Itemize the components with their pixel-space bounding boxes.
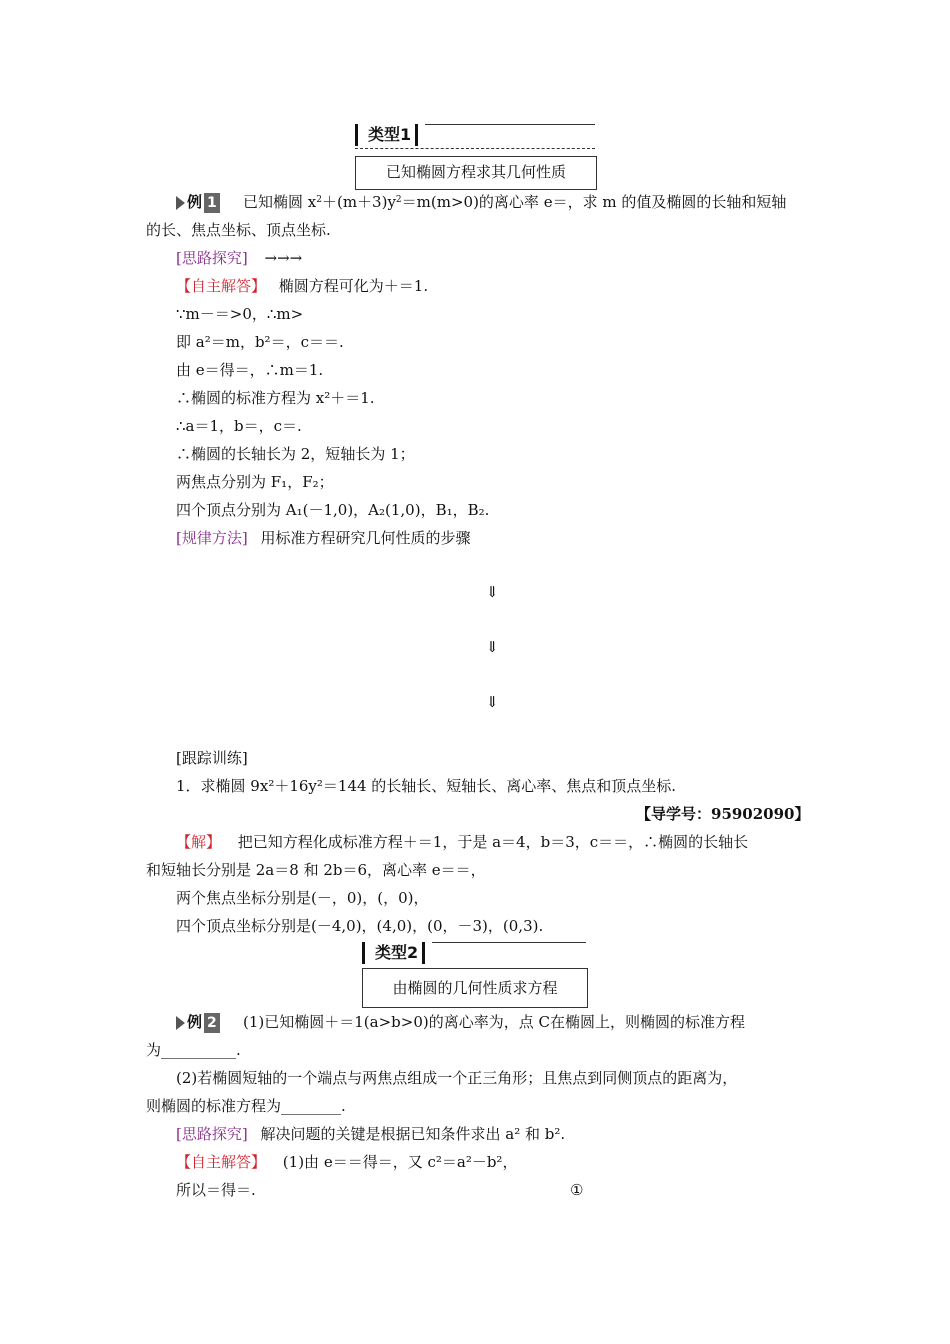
type-2-title: 由椭圆的几何性质求方程: [362, 968, 588, 1008]
type-1-header: [355, 124, 597, 190]
down-arrow-3: ⇓: [486, 693, 499, 711]
example-number: 1: [204, 193, 220, 213]
down-arrow-2: ⇓: [486, 638, 499, 656]
example-2-q1-line1: (1)已知椭圆＋＝1(a>b>0)的离心率为，点 C在椭圆上，则椭圆的标准方程: [243, 1013, 745, 1031]
circle-number-one: ①: [570, 1181, 584, 1199]
training-solution-line1: [176, 832, 748, 852]
q-part3: ＝m(m>0)的离心率 e＝，求 m 的值及椭圆的长轴和短轴: [401, 193, 787, 211]
down-arrow-1: ⇓: [486, 583, 499, 601]
type-2-top-rule: [432, 942, 586, 943]
training-code: 【导学号：95902090】: [636, 805, 810, 823]
training-label: [跟踪训练]: [176, 749, 248, 767]
idea-text: 解决问题的关键是根据已知条件求出 a² 和 b².: [260, 1125, 566, 1143]
type-1-top-rule: [425, 124, 595, 125]
solution-label: 【自主解答】: [176, 1153, 267, 1171]
example-2-solution-line1: [176, 1152, 517, 1172]
example-2-solution-line2: 所以＝得＝.: [176, 1181, 256, 1199]
type-1-title: 已知椭圆方程求其几何性质: [355, 156, 597, 190]
solution-line5: ∴椭圆的标准方程为 x²＋＝1.: [176, 389, 375, 407]
example-2-idea: [176, 1124, 565, 1144]
training-question: 1．求椭圆 9x²＋16y²＝144 的长轴长、短轴长、离心率、焦点和顶点坐标.: [176, 777, 677, 795]
solution-text: (1)由 e＝＝得＝，又 c²＝a²－b²，: [282, 1153, 518, 1171]
example-2-q2-line2: 则椭圆的标准方程为________.: [146, 1097, 346, 1115]
play-triangle-icon: [176, 196, 185, 210]
example-1-question-line2: 的长、焦点坐标、顶点坐标.: [146, 221, 331, 239]
type-1-dash-line: [355, 148, 595, 149]
type-1-tab: 类型1: [355, 124, 418, 146]
example-label: 例: [187, 193, 203, 211]
example-1-idea: [176, 248, 302, 268]
type-2-header: [362, 942, 588, 1008]
method-line: [176, 528, 471, 548]
solution-line7: ∴椭圆的长轴长为 2，短轴长为 1；: [176, 445, 415, 463]
solution-line2: ∵m－＝>0，∴m>: [176, 305, 304, 323]
training-solution-line2: 和短轴长分别是 2a＝8 和 2b＝6，离心率 e＝＝，: [146, 861, 486, 879]
solution-line4: 由 e＝得＝，∴m＝1.: [176, 361, 324, 379]
example-1-solution-line1: [176, 276, 428, 296]
solution-line3: 即 a²＝m，b²＝，c＝＝.: [176, 333, 344, 351]
training-solution-label: 【解】: [176, 833, 222, 851]
example-1-badge: [176, 192, 220, 212]
training-solution-line3: 两个焦点坐标分别是(－，0)，(，0)，: [176, 889, 429, 907]
solution-line8: 两焦点分别为 F₁，F₂；: [176, 473, 334, 491]
method-label: [规律方法]: [176, 529, 248, 547]
training-solution-line4: 四个顶点坐标分别是(－4,0)，(4,0)，(0，－3)，(0,3).: [176, 917, 544, 935]
type-2-tab: 类型2: [362, 942, 425, 964]
example-2-q1-line2: 为__________.: [146, 1041, 241, 1059]
example-2-badge: [176, 1012, 220, 1032]
idea-label: [思路探究]: [176, 249, 248, 267]
q-part1: 已知椭圆 x: [243, 193, 317, 211]
solution-line9: 四个顶点分别为 A₁(－1,0)，A₂(1,0)，B₁，B₂.: [176, 501, 490, 519]
example-label: 例: [187, 1013, 203, 1031]
play-triangle-icon: [176, 1016, 185, 1030]
example-1-question: 已知椭圆 $x^2+(m+3)y^2=m(m>0)$的离心率 e＝，求 m 的值及椭圆的长轴和短轴: [243, 193, 787, 211]
idea-label: [思路探究]: [176, 1125, 248, 1143]
training-solution-text: 把已知方程化成标准方程＋＝1，于是 a＝4，b＝3，c＝＝，∴椭圆的长轴长: [237, 833, 749, 851]
q-part2: ＋(m＋3)y: [321, 193, 396, 211]
solution-label: 【自主解答】: [176, 277, 267, 295]
method-text: 用标准方程研究几何性质的步骤: [260, 529, 471, 547]
example-2-q2-line1: (2)若椭圆短轴的一个端点与两焦点组成一个正三角形；且焦点到同侧顶点的距离为，: [176, 1069, 738, 1087]
solution-text: 椭圆方程可化为＋＝1.: [278, 277, 429, 295]
example-number: 2: [204, 1013, 220, 1033]
solution-line6: ∴a＝1，b＝，c＝.: [176, 417, 302, 435]
idea-arrows: →→→: [264, 249, 303, 267]
